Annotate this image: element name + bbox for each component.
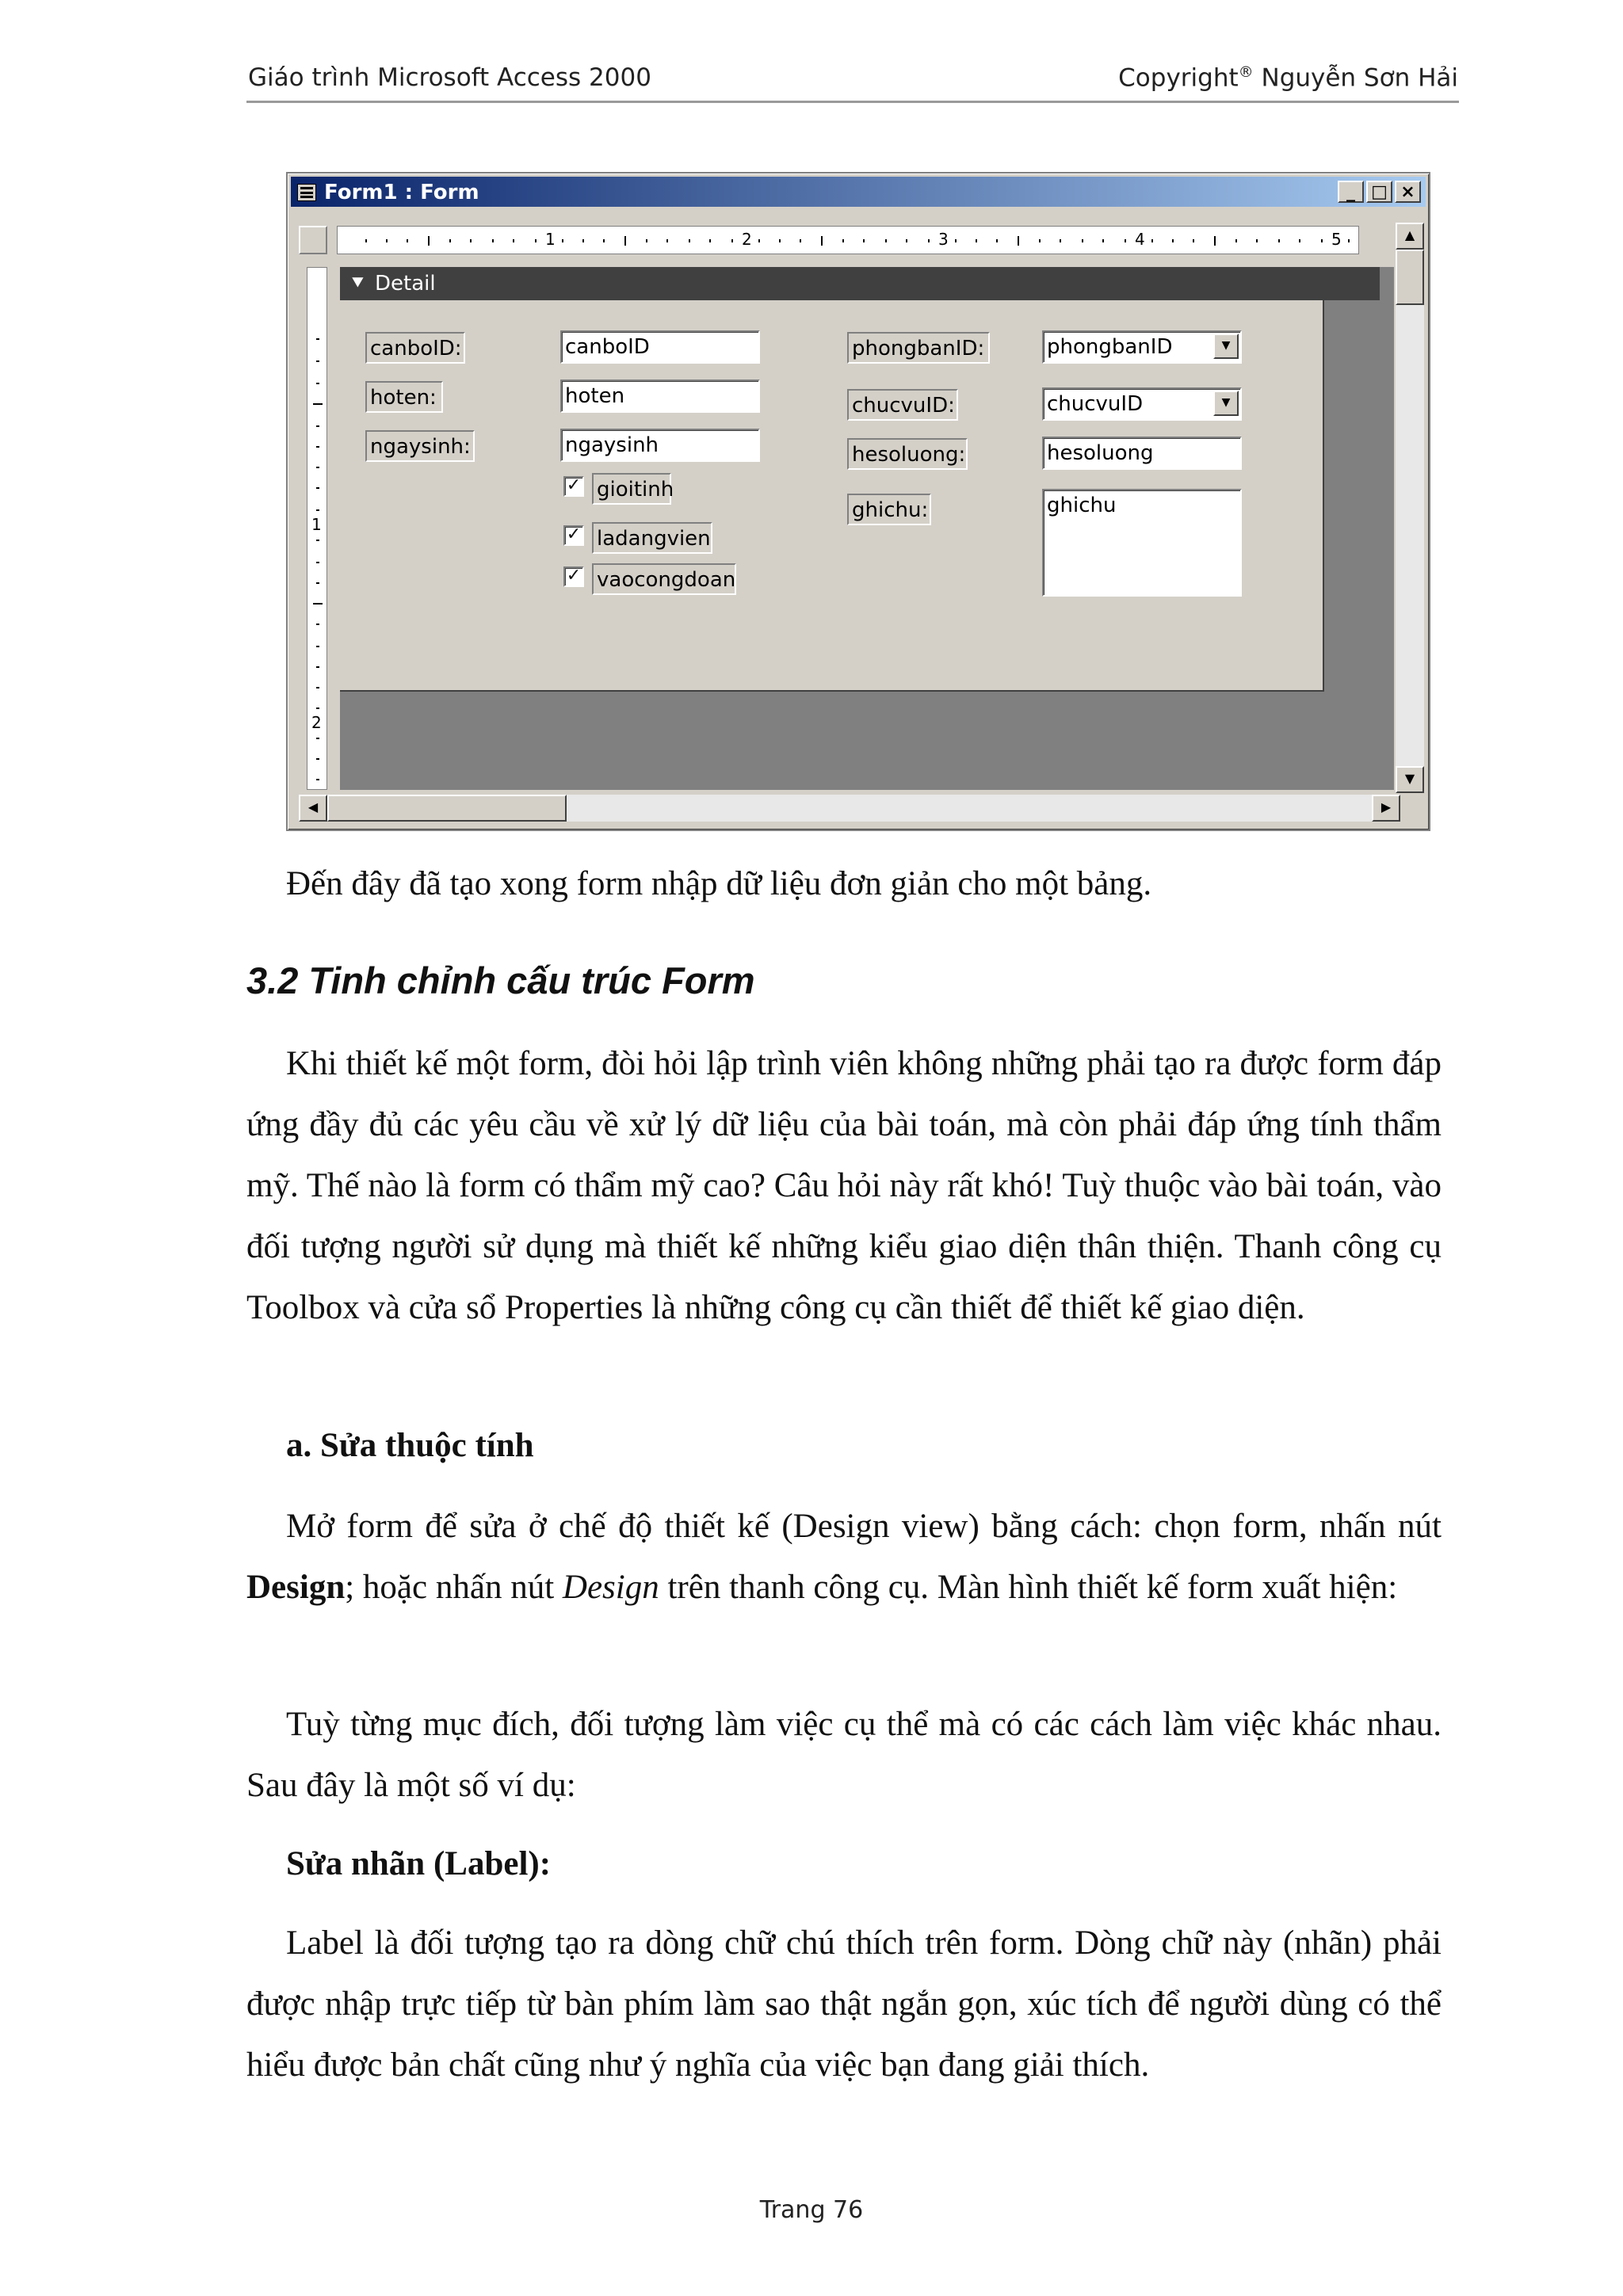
chucvuID-label[interactable]: chucvuID: [847,389,958,421]
phongbanID-combobox-value: phongbanID [1047,335,1173,359]
figure-caption: Đến đây đã tạo xong form nhập dữ liệu đơn giản cho một bảng. [286,865,1152,902]
horizontal-ruler[interactable] [337,226,1359,254]
ruler-number-4: 4 [1135,230,1145,249]
gioitinh-checkbox[interactable]: ✓ [563,476,584,497]
ruler-number-3: 3 [938,230,949,249]
text-run: Mở form để sửa ở chế độ thiết kế (Design view) bằng cách: chọn form, nhấn nút [286,1508,1442,1545]
phongbanID-label[interactable]: phongbanID: [847,332,990,364]
detail-section-label: Detail [375,272,436,296]
chucvuID-dropdown-icon[interactable]: ▼ [1213,391,1239,416]
hesoluong-textbox[interactable]: hesoluong [1042,437,1242,470]
canboID-textbox[interactable]: canboID [560,330,760,364]
scroll-down-icon[interactable]: ▼ [1396,766,1424,793]
ngaysinh-textbox[interactable]: ngaysinh [560,429,760,462]
paragraph-intro: Khi thiết kế một form, đòi hỏi lập trình viên không những phải tạo ra được form đáp ứng đầy đủ các yêu cầu về xử lý dữ liệu của bài toán, mà còn phải đáp ứng tính thẩm mỹ. Thế nào là form có thẩm mỹ cao? Câu hỏi này rất khó! Tuỳ thuộc vào bài toán, vào đối tượng người sử dụng mà thiết kế những kiểu giao diện thân thiện. Thanh công cụ Toolbox và cửa sổ Properties là những công cụ cần thiết để thiết kế giao diện. [246,1045,1442,1326]
vertical-scroll-thumb[interactable] [1396,250,1424,305]
paragraph-examples: Tuỳ từng mục đích, đối tượng làm việc cụ thể mà có các cách làm việc khác nhau. Sau đây là một số ví dụ: [246,1706,1442,1804]
chucvuID-combobox-value: chucvuID [1047,392,1144,416]
ruler-number-1: 1 [545,230,556,249]
text-run: trên thanh công cụ. Màn hình thiết kế form xuất hiện: [659,1569,1398,1606]
ladangvien-checkbox[interactable]: ✓ [563,525,584,546]
section-arrow-icon: ⯆ [349,272,366,296]
scroll-right-icon[interactable]: ▶ [1372,795,1400,822]
chucvuID-combobox[interactable] [1042,387,1242,421]
vertical-ruler-number-2: 2 [311,713,322,732]
vaocongdoan-label[interactable]: vaocongdoan [592,563,736,595]
hoten-label[interactable]: hoten: [365,381,443,413]
header-divider [246,101,1459,103]
hesoluong-label[interactable]: hesoluong: [847,438,968,470]
detail-section[interactable] [340,300,1324,692]
section-heading: 3.2 Tinh chỉnh cấu trúc Form [246,959,755,1001]
header-title: Giáo trình Microsoft Access 2000 [248,63,651,92]
italic-design: Design [562,1569,659,1606]
copyright-word: Copyright [1118,63,1239,93]
maximize-button[interactable]: □ [1366,181,1392,203]
horizontal-scrollbar[interactable] [299,795,1400,822]
page-number: Trang 76 [759,2196,864,2224]
ghichu-label[interactable]: ghichu: [847,494,931,525]
header-copyright [1118,63,1458,92]
phongbanID-dropdown-icon[interactable]: ▼ [1213,334,1239,359]
ruler-ticks [338,227,1359,254]
minimize-button[interactable]: _ [1338,181,1364,203]
ruler-corner[interactable] [299,226,327,254]
form-icon [297,184,316,201]
ghichu-textbox[interactable]: ghichu [1042,489,1242,597]
text-run: ; hoặc nhấn nút [345,1569,563,1606]
paragraph-label: Label là đối tượng tạo ra dòng chữ chú thích trên form. Dòng chữ này (nhãn) phải được nhập trực tiếp từ bàn phím làm sao thật ngắn gọn, xúc tích để người dùng có thể hiểu được bản chất cũng như ý nghĩa của việc bạn đang giải thích. [246,1924,1442,2084]
bold-design: Design [246,1569,346,1606]
paragraph-design-view [246,1496,1442,1618]
window-titlebar[interactable] [291,177,1426,207]
canboID-label[interactable]: canboID: [365,332,465,364]
vertical-scrollbar[interactable] [1396,223,1424,793]
ruler-number-5: 5 [1331,230,1342,249]
form-design-window [286,172,1430,831]
vertical-ruler-number-1: 1 [311,515,322,534]
ngaysinh-label[interactable]: ngaysinh: [365,430,475,462]
vertical-ruler[interactable] [307,267,327,790]
subheading-edit-properties: a. Sửa thuộc tính [286,1427,534,1464]
author-name: Nguyễn Sơn Hải [1261,63,1458,93]
ladangvien-label[interactable]: ladangvien [592,522,712,554]
detail-section-bar[interactable] [340,267,1380,300]
gioitinh-label[interactable]: gioitinh [592,473,671,505]
hoten-textbox[interactable]: hoten [560,379,760,413]
scroll-left-icon[interactable]: ◀ [299,795,327,822]
close-button[interactable]: × [1395,181,1421,203]
ruler-number-2: 2 [742,230,752,249]
vaocongdoan-checkbox[interactable]: ✓ [563,566,584,587]
horizontal-scroll-thumb[interactable] [327,795,567,822]
phongbanID-combobox[interactable] [1042,330,1242,364]
scroll-up-icon[interactable]: ▲ [1396,223,1424,250]
subheading-edit-label: Sửa nhãn (Label): [286,1845,552,1882]
window-title: Form1 : Form [324,181,479,204]
registered-mark: ® [1238,63,1254,81]
